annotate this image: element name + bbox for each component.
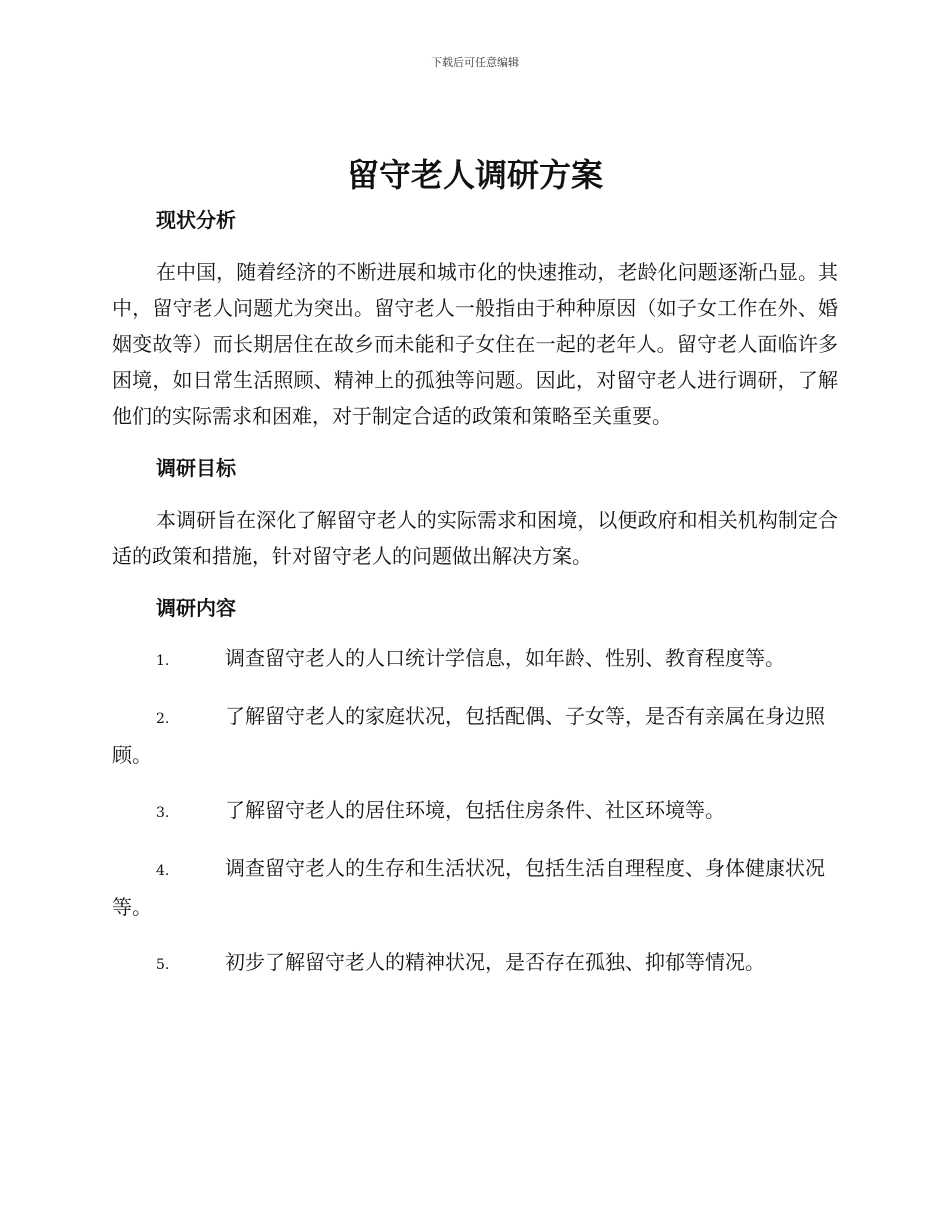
list-item-text: 了解留守老人的居住环境，包括住房条件、社区环境等。 [225,798,725,822]
section-text-analysis: 在中国，随着经济的不断进展和城市化的快速推动，老龄化问题逐渐凸显。其中，留守老人问题尤为突出。留守老人一般指由于种种原因（如子女工作在外、婚姻变故等）而长期居住在故乡而未能和子女住在一起的老年人。留守老人面临许多困境，如日常生活照顾、精神上的孤独等问题。因此，对留守老人进行调研，了解他们的实际需求和困难，对于制定合适的政策和策略至关重要。 [112,260,838,428]
list-item-text: 调查留守老人的人口统计学信息，如年龄、性别、教育程度等。 [225,646,785,670]
list-item-text: 了解留守老人的家庭状况，包括配偶、子女等，是否有亲属在身边照顾。 [112,704,825,767]
list-item-number: 2. [156,711,170,727]
list-item-text: 初步了解留守老人的精神状况，是否存在孤独、抑郁等情况。 [225,950,765,974]
list-item [112,944,838,983]
section-text-goal: 本调研旨在深化了解留守老人的实际需求和困境，以便政府和相关机构制定合适的政策和措施，针对留守老人的问题做出解决方案。 [112,508,838,568]
document-body [112,200,838,983]
list-item-number: 5. [156,957,170,973]
list-item-number: 4. [156,863,170,879]
list-item [112,640,838,679]
page-header: 下载后可任意编辑 [431,56,519,69]
list-item-text: 调查留守老人的生存和生活状况，包括生活自理程度、身体健康状况等。 [112,856,825,919]
section-heading-goal: 调研目标 [156,456,236,480]
list-item-number: 1. [156,653,170,669]
document-title: 留守老人调研方案 [346,156,603,194]
list-item [112,850,838,925]
list-item [112,698,838,773]
section-heading-analysis: 现状分析 [156,208,236,232]
content-list [112,640,838,983]
section-heading-content: 调研内容 [156,596,236,620]
list-item-number: 3. [156,805,170,821]
list-item [112,792,838,831]
